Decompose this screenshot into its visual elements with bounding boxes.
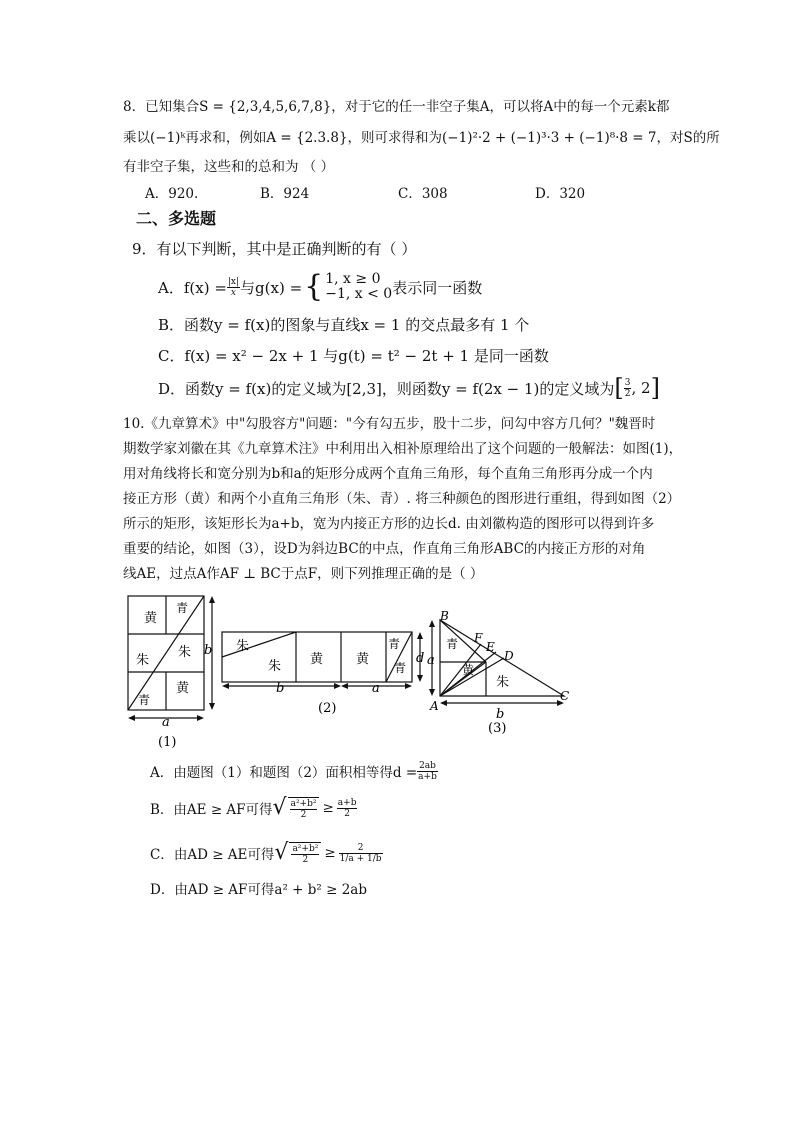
q10-a-fraction (417, 761, 438, 782)
q10-c-sqrt (289, 842, 321, 865)
q10-option-a[interactable] (150, 760, 438, 782)
q8-line2: 乘以(−1)ᵏ再求和，例如A = {2.3.8}，则可求得和为(−1)²·2 + (−1)³·3 + (−1)⁸·8 = 7，对S的所 (123, 130, 720, 146)
q8-option-d[interactable]: D．320 (535, 186, 586, 202)
q10-line6: 重要的结论，如图（3），设D为斜边BC的中点，作直角三角形ABC的内接正方形的对角 (123, 541, 646, 557)
q10-option-c[interactable] (150, 835, 383, 871)
q9-d-frac-den: 2 (624, 388, 631, 399)
fig1-dim-a: a (162, 715, 170, 730)
q8-option-c[interactable]: C．308 (398, 186, 448, 202)
fig3-point-e: E (486, 640, 495, 654)
q10-c-prefix: C．由AD ≥ AE可得 (150, 847, 275, 863)
fig2-dim-b: b (276, 681, 285, 696)
q9-d-frac-num: 3 (624, 377, 631, 388)
section-heading: 二、多选题 (136, 209, 217, 228)
fig3-label-cyan: 青 (446, 637, 459, 651)
fig3-point-d: D (504, 649, 514, 663)
fig1-label-red-2: 朱 (178, 645, 192, 660)
fig2-dim-d: d (416, 651, 425, 666)
q10-line5: 所示的矩形，该矩形长为a+b，宽为内接正方形的边长d. 由刘徽构造的图形可以得到许多 (123, 516, 655, 532)
q9-a-suffix: 表示同一函数 (392, 278, 483, 297)
fig3-point-a: A (430, 699, 439, 713)
figure-2 (216, 626, 432, 718)
q10-b-rad-num: a²+b² (290, 798, 317, 809)
q10-c-rad-frac (291, 844, 319, 865)
q9-d-lbracket: [ (614, 374, 624, 402)
q9-a-mid: 与g(x) = (240, 278, 303, 297)
q10-b-rad-den: 2 (300, 809, 307, 820)
fig1-dim-b: b (204, 643, 213, 658)
fig1-label-cyan-1: 青 (176, 601, 189, 615)
q9-a-cases (325, 272, 392, 302)
fig2-label-cyan-2: 青 (394, 661, 407, 675)
fig2-label-yellow-1: 黄 (310, 652, 324, 667)
fig2-label-red-2: 朱 (268, 659, 282, 674)
q9-a-case1: 1, x ≥ 0 (325, 271, 381, 287)
q10-b-rhs-den: 2 (344, 808, 350, 819)
fig1-label-red-1: 朱 (136, 653, 150, 668)
q10-option-b[interactable] (150, 792, 357, 824)
fig2-dim-a: a (372, 681, 380, 696)
fig3-point-c: C (560, 689, 570, 703)
q9-d-suffix: , 2 (631, 379, 651, 397)
q10-option-d[interactable]: D．由AD ≥ AF可得a² + b² ≥ 2ab (150, 882, 367, 898)
fig2-caption: (2) (318, 701, 337, 716)
q10-c-geq: ≥ (324, 845, 336, 861)
q8-line3: 有非空子集，这些和的总和为 （ ） (123, 159, 335, 175)
fig3-dim-a: a (427, 653, 435, 668)
q9-d-prefix: D．函数y = f(x)的定义域为[2,3]，则函数y = f(2x − 1)的定义域为 (158, 379, 615, 398)
q10-a-den: a+b (418, 771, 437, 782)
fig3-dim-b: b (496, 707, 505, 722)
q10-line7: 线AE，过点A作AF ⊥ BC于点F，则下列推理正确的是（ ） (123, 566, 484, 582)
q10-b-rhs-num: a+b (337, 797, 357, 808)
q9-a-frac-num: |x| (227, 276, 240, 287)
q10-b-rad-frac (290, 799, 318, 820)
q10-c-radical: √ (274, 840, 289, 865)
figure-3 (424, 608, 578, 736)
fig1-caption: (1) (158, 735, 177, 750)
q9-d-fraction (624, 378, 632, 399)
q10-b-radical: √ (272, 795, 287, 820)
q9-a-brace: { (304, 269, 324, 304)
q9-option-c[interactable]: C．f(x) = x² − 2x + 1 与g(t) = t² − 2t + 1 是同一函数 (158, 347, 549, 365)
q10-c-rhs-num: 2 (339, 843, 383, 854)
q9-stem: 9．有以下判断，其中是正确判断的有（ ） (132, 240, 417, 258)
q10-line1: 10.《九章算术》中"勾股容方"问题："今有勾五步，股十二步，问勾中容方几何？"魏晋时 (123, 416, 656, 432)
q10-line3: 用对角线将长和宽分别为b和a的矩形分成两个直角三角形，每个直角三角形再分成一个内 (123, 466, 653, 482)
figure-1 (122, 590, 222, 752)
q9-d-rbracket: ] (650, 374, 660, 402)
q10-b-prefix: B．由AE ≥ AF可得 (150, 802, 273, 818)
q10-b-geq: ≥ (322, 800, 334, 816)
fig3-label-yellow: 黄 (462, 663, 475, 677)
q10-a-num: 2ab (419, 760, 436, 771)
fig1-label-cyan-2: 青 (138, 693, 151, 707)
fig2-label-red-1: 朱 (236, 639, 250, 654)
q8-option-b[interactable]: B．924 (260, 186, 310, 202)
q10-b-rhs-frac (337, 798, 358, 819)
q9-a-fraction (227, 277, 240, 298)
q10-a-prefix: A．由题图（1）和题图（2）面积相等得d = (150, 765, 418, 781)
q10-b-sqrt (288, 797, 320, 820)
q9-a-frac-den: x (230, 287, 236, 298)
q9-option-b[interactable]: B．函数y = f(x)的图象与直线x = 1 的交点最多有 1 个 (158, 316, 530, 334)
q8-line1: 8．已知集合S = {2,3,4,5,6,7,8}，对于它的任一非空子集A，可以将A中的每一个元素k都 (123, 99, 670, 115)
q9-option-d[interactable] (158, 374, 660, 402)
fig3-label-red: 朱 (496, 675, 510, 690)
q10-c-rhs-frac (339, 843, 383, 864)
q9-option-a[interactable] (158, 270, 482, 304)
q10-c-rad-num: a²+b² (292, 843, 319, 854)
fig1-label-yellow-1: 黄 (144, 611, 158, 626)
fig3-point-f: F (474, 631, 483, 645)
fig1-label-yellow-2: 黄 (176, 681, 190, 696)
q9-a-prefix: A．f(x) = (158, 278, 227, 297)
fig2-label-yellow-2: 黄 (356, 652, 370, 667)
q9-a-case2: −1, x < 0 (325, 286, 393, 302)
q10-line4: 接正方形（黄）和两个小直角三角形（朱、青）. 将三种颜色的图形进行重组，得到如图（2） (123, 491, 681, 507)
fig3-caption: (3) (488, 721, 507, 736)
q10-c-rad-den: 2 (302, 854, 309, 865)
q8-option-a[interactable]: A．920. (145, 186, 199, 202)
fig3-point-b: B (440, 609, 449, 623)
q10-c-rhs-den: 1/a + 1/b (339, 853, 382, 864)
q10-line2: 期数学家刘徽在其《九章算术注》中利用出入相补原理给出了这个问题的一般解法：如图(1)， (123, 441, 683, 457)
fig2-label-cyan-1: 青 (388, 637, 401, 651)
